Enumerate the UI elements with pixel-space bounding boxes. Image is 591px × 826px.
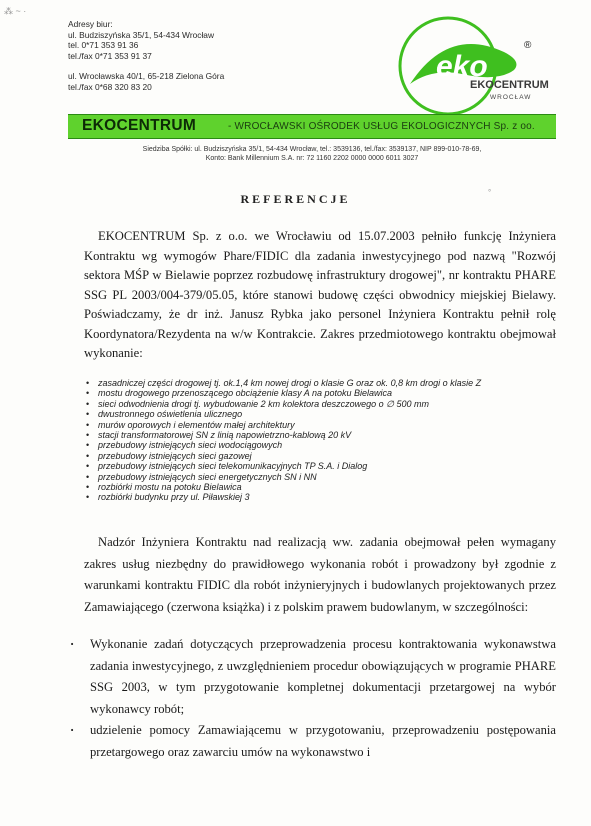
list-item: • przebudowy istniejących sieci telekomunikacyjnych TP S.A. i Dialog [70, 461, 556, 471]
banner-subtitle: - WROCŁAWSKI OŚRODEK USŁUG EKOLOGICZNYCH Sp. z oo. [228, 121, 535, 132]
list-item: · Wykonanie zadań dotyczących przeprowadzenia procesu kontraktowania wykonawstwa zadania inwestycyjnego, z uwzględnieniem procedur obowiązujących w programie PHARE SSG 2003, w tym przygotowanie kompletnej dokumentacji przetargowej na wybór wykonawcy robót; [84, 634, 556, 720]
list-item: · udzielenie pomocy Zamawiającemu w przygotowaniu, przeprowadzeniu postępowania przetargowego oraz zawarciu umów na wykonawstwo i [84, 720, 556, 763]
list-item: • rozbiórki mostu na potoku Bielawica [70, 482, 556, 492]
address-line: tel. 0*71 353 91 36 [68, 40, 139, 51]
address-line: ul. Wrocławska 40/1, 65-218 Zielona Góra [68, 71, 225, 82]
intro-paragraph: EKOCENTRUM Sp. z o.o. we Wrocławiu od 15.07.2003 pełniło funkcję Inżyniera Kontraktu wg wymogów Phare/FIDIC dla zadania inwestycyjnego pod nazwą "Rozwój sektora MŚP w Bielawie poprzez rozbudowę infrastruktury drogowej", nr kontraktu PHARE SSG PL 2003/004-379/05.05, które stanowi budowę części obwodnicy miejskiej Bielawy. Poświadczamy, że dr inż. Janusz Rybka jako personel Inżyniera Kontraktu pełnił rolę Koordynatora/Rezydenta na w/w Kontrakcie. Zakres przedmiotowego kontraktu obejmował wykonanie: [84, 229, 556, 360]
logo-mark-text: eko [436, 50, 488, 83]
registration-line: Siedziba Spółki: ul. Budziszyńska 35/1, 54-434 Wrocław, tel.: 3539136, tel./fax: 3539137, NIP 899-010-78-69, [142, 146, 482, 153]
registration-line: Konto: Bank Millennium S.A. nr: 72 1160 2202 0000 0000 6011 3027 [205, 155, 419, 162]
document-title: REFERENCJE [240, 192, 351, 206]
address-line: tel./fax 0*71 353 91 37 [68, 50, 152, 61]
logo-city: WROCŁAW [490, 94, 532, 101]
list-item: • przebudowy istniejących sieci energetycznych SN i NN [70, 472, 556, 482]
task-list [84, 634, 556, 764]
list-item: • przebudowy istniejących sieci gazowej [70, 451, 556, 461]
office-addresses [68, 19, 224, 93]
list-item: • dwustronnego oświetlenia ulicznego [70, 409, 556, 419]
list-item: • zasadniczej części drogowej tj. ok.1,4 km nowej drogi o klasie G oraz ok. 0,8 km drogi o klasie Z [70, 378, 556, 388]
scope-list [70, 378, 556, 503]
banner-title: EKOCENTRUM [82, 117, 197, 134]
list-item: • stacji transformatorowej SN z linią napowietrzno-kablową 20 kV [70, 430, 556, 440]
list-item: • sieci odwodnienia drogi tj. wybudowanie 2 km kolektora deszczowego o ∅ 500 mm [70, 399, 556, 409]
registration-details [68, 145, 556, 163]
address-line: Adresy biur: [68, 19, 113, 29]
scan-mark: ⁂ ~ · [4, 6, 27, 16]
address-line: tel./fax 0*68 320 83 20 [68, 81, 152, 92]
list-item: • murów oporowych i elementów małej architektury [70, 420, 556, 430]
ekocentrum-logo [392, 14, 582, 118]
logo-name: EKOCENTRUM [470, 79, 549, 91]
registered-mark: ® [524, 40, 532, 51]
list-item: • rozbiórki budynku przy ul. Piławskiej 3 [70, 492, 556, 502]
list-item: • mostu drogowego przenoszącego obciążenie klasy A na potoku Bielawica [70, 388, 556, 398]
address-line: ul. Budziszyńska 35/1, 54-434 Wrocław [68, 29, 215, 40]
company-banner [68, 114, 556, 139]
supervision-paragraph: Nadzór Inżyniera Kontraktu nad realizacją ww. zadania obejmował pełen wymagany zakres usług niezbędny do prawidłowego wykonania robót i prowadzony był zgodnie z warunkami kontraktu FIDIC dla robót inżynieryjnych i budowlanych projektowanych przez Zamawiającego (czerwona książka) i z polskim prawem budowlanym, w szczególności: [84, 535, 556, 614]
scan-speck: ° [488, 188, 492, 197]
list-item: • przebudowy istniejących sieci wodociągowych [70, 440, 556, 450]
